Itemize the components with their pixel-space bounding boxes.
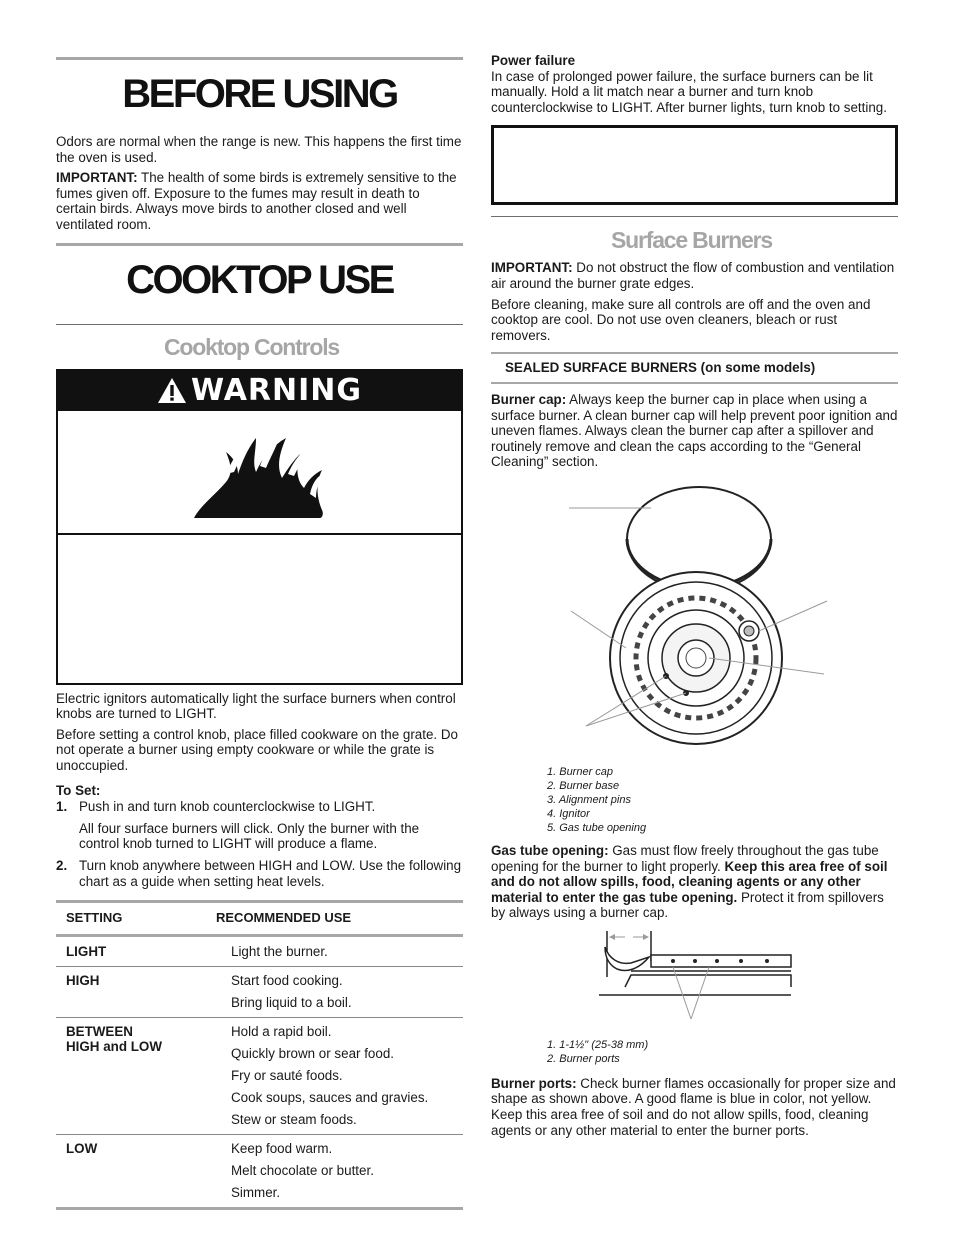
gas-tube-paragraph xyxy=(491,843,898,921)
warning-header xyxy=(58,371,461,411)
warning-empty-box xyxy=(491,125,898,205)
ignitors-paragraph: Electric ignitors automatically light the surface burners when control knobs are turned to LIGHT. xyxy=(56,690,456,722)
use-item: Stew or steam foods. xyxy=(231,1111,357,1127)
warning-body xyxy=(58,535,461,683)
step-number: 2. xyxy=(56,857,68,873)
caption-item: 2. Burner base xyxy=(547,779,620,792)
important-paragraph xyxy=(491,260,898,291)
sealed-burners-heading: SEALED SURFACE BURNERS (on some models) xyxy=(491,352,898,384)
step-text: Turn knob anywhere between HIGH and LOW. Use the following chart as a guide when setting heat levels. xyxy=(79,857,462,889)
burner-base-illustration xyxy=(571,572,827,744)
table-row xyxy=(56,966,463,1017)
birds-paragraph xyxy=(56,170,463,232)
cooktop-controls-title: Cooktop Controls xyxy=(164,333,339,360)
right-column xyxy=(491,0,898,1143)
use-item: Start food cooking. xyxy=(231,972,343,988)
burner-ports-paragraph xyxy=(491,1076,898,1138)
burner-captions xyxy=(491,765,898,835)
left-column xyxy=(56,0,463,1210)
warning-picture xyxy=(58,411,461,535)
birds-text: The health of some birds is extremely sensitive to the fumes given off. Exposure to the fumes may result in death to certain birds. Always move birds to another closed and well ventilated room. xyxy=(56,170,457,232)
gas-tube-text-2: Protect it from spillovers by always using a burner cap. xyxy=(491,889,884,921)
important-label: IMPORTANT: xyxy=(491,260,573,276)
caption-item: 5. Gas tube opening xyxy=(547,821,647,834)
burner-cap-label: Burner cap: xyxy=(491,391,567,407)
warning-triangle-icon xyxy=(157,377,187,404)
important-label: IMPORTANT: xyxy=(56,170,138,186)
setting-cell xyxy=(56,1017,206,1134)
setting-cell: HIGH xyxy=(56,966,206,1017)
power-failure-heading: Power failure xyxy=(491,53,576,68)
gas-tube-label: Gas tube opening: xyxy=(491,842,609,858)
odors-paragraph: Odors are normal when the range is new. This happens the first time the oven is used. xyxy=(56,134,462,165)
use-item: Quickly brown or sear food. xyxy=(231,1045,394,1061)
use-cell xyxy=(206,935,463,966)
use-item: Melt chocolate or butter. xyxy=(231,1162,374,1178)
step-number: 1. xyxy=(56,799,68,815)
setting-line: HIGH and LOW xyxy=(66,1039,162,1055)
use-cell xyxy=(206,966,463,1017)
flame-captions xyxy=(491,1038,898,1066)
warning-title: WARNING xyxy=(190,372,363,408)
burner-cap-paragraph xyxy=(491,392,898,470)
flame-diagram xyxy=(491,927,898,1032)
use-item: Fry or sauté foods. xyxy=(231,1067,343,1083)
cleaning-paragraph: Before cleaning, make sure all controls are off and the oven and cooktop are cool. Do not use oven cleaners, bleach or rust removers. xyxy=(491,296,871,343)
use-item: Light the burner. xyxy=(231,943,328,959)
cooktop-use-title: COOKTOP USE xyxy=(126,257,393,302)
caption-item: 4. Ignitor xyxy=(547,807,590,820)
before-using-title: BEFORE USING xyxy=(122,72,397,116)
step-subtext: All four surface burners will click. Only the burner with the control knob turned to LIGHT will produce a flame. xyxy=(79,820,420,852)
use-item: Keep food warm. xyxy=(231,1140,333,1156)
gas-tube-warning: Keep this area free of soil and do not allow spills, food, cleaning agents or any other material to enter the gas tube opening. xyxy=(491,858,888,905)
table-row xyxy=(56,1134,463,1208)
cookware-paragraph: Before setting a control knob, place filled cookware on the grate. Do not operate a burner using empty cookware or while the grate is unoccupied. xyxy=(56,726,458,773)
use-item: Cook soups, sauces and gravies. xyxy=(231,1089,429,1105)
caption-item: 1. 1-1½" (25-38 mm) xyxy=(547,1038,649,1051)
fire-icon xyxy=(190,422,330,522)
to-set-heading: To Set: xyxy=(56,782,101,798)
burner-ports-label: Burner ports: xyxy=(491,1075,577,1091)
surface-burners-title: Surface Burners xyxy=(611,227,772,254)
step-text: Push in and turn knob counterclockwise to LIGHT. xyxy=(79,799,376,815)
table-row xyxy=(56,1017,463,1134)
use-cell xyxy=(206,1134,463,1208)
use-cell xyxy=(206,1017,463,1134)
caption-item: 2. Burner ports xyxy=(547,1052,620,1065)
step-1 xyxy=(56,799,463,852)
gas-tube-text: Gas must flow freely throughout the gas tube opening for the burner to light properly. xyxy=(491,842,879,874)
table-header-row xyxy=(56,902,463,936)
column-header: RECOMMENDED USE xyxy=(216,910,352,926)
column-header: SETTING xyxy=(66,910,123,926)
caption-item: 3. Alignment pins xyxy=(547,793,631,806)
burner-cap-text: Always keep the burner cap in place when using a surface burner. A clean burner cap will help prevent poor ignition and uneven flames. Always clean the burner cap after a spillover and routinely remove and clean the caps according to the “General Cleaning” section. xyxy=(491,391,898,470)
caption-item: 1. Burner cap xyxy=(547,765,614,778)
important-text: Do not obstruct the flow of combustion and ventilation air around the burner grate edges. xyxy=(491,260,895,291)
burner-ports-text: Check burner flames occasionally for proper size and shape as shown above. A good flame is blue in color, not yellow. Keep this area free of soil and do not allow spills, food, cleaning agents or any other material to enter the burner ports. xyxy=(491,1075,896,1138)
power-failure-paragraph: In case of prolonged power failure, the surface burners can be lit manually. Hold a lit match near a burner and turn knob counterclockwise to LIGHT. After burner lights, turn knob to setting. xyxy=(491,68,887,115)
table-row xyxy=(56,935,463,966)
use-item: Simmer. xyxy=(231,1184,281,1200)
step-2 xyxy=(56,858,463,889)
use-item: Hold a rapid boil. xyxy=(231,1023,332,1039)
warning-box xyxy=(56,369,463,685)
setting-line: BETWEEN xyxy=(66,1023,133,1039)
settings-table xyxy=(56,900,463,1210)
steps-list xyxy=(56,799,463,889)
setting-cell: LIGHT xyxy=(56,935,206,966)
use-item: Bring liquid to a boil. xyxy=(231,994,352,1010)
setting-cell: LOW xyxy=(66,1140,98,1156)
burner-diagram xyxy=(491,476,898,761)
